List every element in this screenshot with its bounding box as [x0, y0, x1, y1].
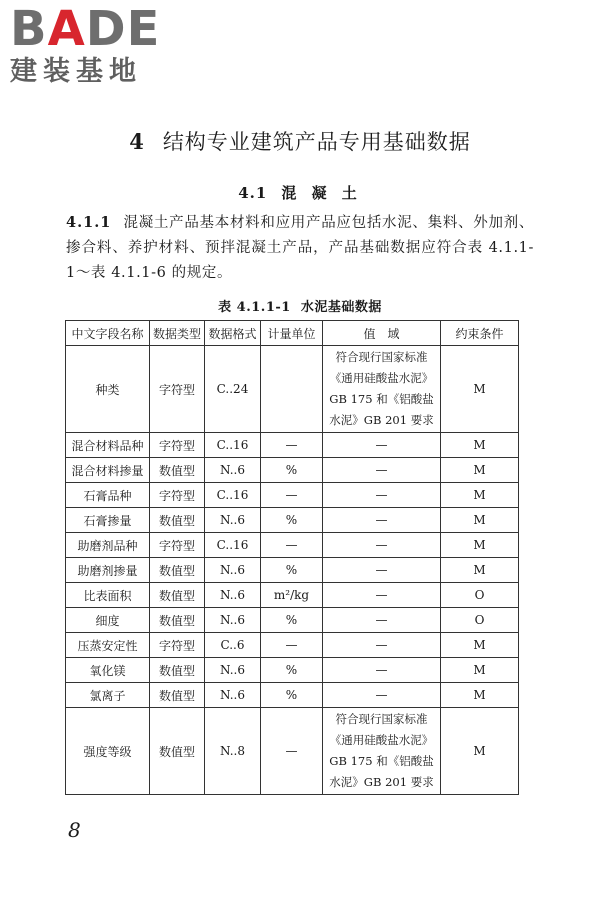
cell-range: —: [323, 433, 441, 458]
cell-format: N..6: [205, 558, 261, 583]
cell-range: —: [323, 533, 441, 558]
column-header: 约束条件: [441, 321, 519, 346]
cell-constraint: M: [441, 508, 519, 533]
clause-paragraph: [66, 210, 534, 286]
cell-unit: —: [261, 533, 323, 558]
cell-format: N..8: [205, 708, 261, 795]
cell-constraint: M: [441, 633, 519, 658]
cell-constraint: M: [441, 433, 519, 458]
column-header: 中文字段名称: [66, 321, 150, 346]
cell-type: 数值型: [150, 658, 205, 683]
cell-format: C..6: [205, 633, 261, 658]
cell-range: —: [323, 508, 441, 533]
cell-format: C..16: [205, 483, 261, 508]
cell-unit: —: [261, 483, 323, 508]
cell-format: C..16: [205, 433, 261, 458]
cell-range: —: [323, 608, 441, 633]
cell-range: —: [323, 583, 441, 608]
cell-range: 符合现行国家标准《通用硅酸盐水泥》GB 175 和《铝酸盐水泥》GB 201 要求: [323, 708, 441, 795]
table-title: 水泥基础数据: [300, 300, 382, 315]
cell-constraint: M: [441, 683, 519, 708]
table-row: [66, 508, 519, 533]
cell-name: 混合材料品种: [66, 433, 150, 458]
cell-type: 字符型: [150, 533, 205, 558]
cell-format: N..6: [205, 683, 261, 708]
cell-format: N..6: [205, 608, 261, 633]
clause-number: 4.1.1: [66, 214, 112, 231]
cell-range: —: [323, 558, 441, 583]
cell-type: 字符型: [150, 433, 205, 458]
cell-unit: %: [261, 458, 323, 483]
cell-unit: %: [261, 508, 323, 533]
table-row: [66, 658, 519, 683]
cell-format: N..6: [205, 508, 261, 533]
cell-constraint: M: [441, 708, 519, 795]
cell-range: —: [323, 683, 441, 708]
cell-range: —: [323, 483, 441, 508]
cell-name: 强度等级: [66, 708, 150, 795]
table-row: [66, 483, 519, 508]
cell-name: 氧化镁: [66, 658, 150, 683]
cell-type: 字符型: [150, 346, 205, 433]
cell-type: 字符型: [150, 483, 205, 508]
page-number: 8: [68, 818, 81, 842]
table-number: 表 4.1.1-1: [218, 300, 291, 315]
cell-type: 数值型: [150, 683, 205, 708]
chapter-title: 结构专业建筑产品专用基础数据: [162, 130, 471, 154]
table-row: [66, 608, 519, 633]
cell-name: 混合材料掺量: [66, 458, 150, 483]
column-header: 计量单位: [261, 321, 323, 346]
cell-type: 字符型: [150, 633, 205, 658]
cell-constraint: M: [441, 346, 519, 433]
cell-format: N..6: [205, 458, 261, 483]
table-caption: [0, 296, 600, 315]
cell-format: C..16: [205, 533, 261, 558]
column-header: 值 域: [323, 321, 441, 346]
cell-unit: m²/kg: [261, 583, 323, 608]
cell-range: —: [323, 458, 441, 483]
column-header: 数据格式: [205, 321, 261, 346]
cell-name: 氯离子: [66, 683, 150, 708]
clause-text: 混凝土产品基本材料和应用产品应包括水泥、集料、外加剂、掺合料、养护材料、预拌混凝土产品，产品基础数据应符合表 4.1.1-1～表 4.1.1-6 的规定。: [66, 215, 534, 281]
section-title: 混 凝 土: [281, 184, 362, 202]
table-row: [66, 558, 519, 583]
cell-unit: —: [261, 708, 323, 795]
table-header-row: [66, 321, 519, 346]
section-heading: [0, 182, 600, 203]
cell-format: C..24: [205, 346, 261, 433]
table-row: [66, 458, 519, 483]
table-row: [66, 346, 519, 433]
logo-subtitle: 建装基地: [10, 56, 142, 87]
cell-constraint: O: [441, 608, 519, 633]
cell-constraint: M: [441, 558, 519, 583]
cell-type: 数值型: [150, 558, 205, 583]
logo-wordmark: BADE: [10, 1, 161, 57]
cell-type: 数值型: [150, 708, 205, 795]
section-number: 4.1: [238, 184, 268, 202]
cell-format: N..6: [205, 658, 261, 683]
cell-type: 数值型: [150, 608, 205, 633]
chapter-heading: [0, 126, 600, 156]
cell-format: N..6: [205, 583, 261, 608]
cell-unit: —: [261, 433, 323, 458]
cell-name: 细度: [66, 608, 150, 633]
table-row: [66, 633, 519, 658]
cell-unit: %: [261, 608, 323, 633]
cell-name: 助磨剂品种: [66, 533, 150, 558]
cell-range: —: [323, 658, 441, 683]
cell-type: 数值型: [150, 583, 205, 608]
cell-type: 数值型: [150, 508, 205, 533]
cell-type: 数值型: [150, 458, 205, 483]
cell-range: 符合现行国家标准《通用硅酸盐水泥》GB 175 和《铝酸盐水泥》GB 201 要求: [323, 346, 441, 433]
cell-unit: %: [261, 658, 323, 683]
cell-constraint: M: [441, 533, 519, 558]
brand-logo: [10, 1, 161, 88]
cell-name: 比表面积: [66, 583, 150, 608]
cell-name: 石膏掺量: [66, 508, 150, 533]
cell-range: —: [323, 633, 441, 658]
cell-unit: %: [261, 683, 323, 708]
cell-unit: %: [261, 558, 323, 583]
cell-constraint: M: [441, 658, 519, 683]
cell-constraint: O: [441, 583, 519, 608]
cement-data-table: [65, 320, 519, 795]
chapter-number: 4: [129, 129, 145, 154]
table-row: [66, 683, 519, 708]
cell-name: 种类: [66, 346, 150, 433]
table-row: [66, 533, 519, 558]
table-row: [66, 708, 519, 795]
cell-constraint: M: [441, 483, 519, 508]
cell-name: 石膏品种: [66, 483, 150, 508]
table-row: [66, 433, 519, 458]
cell-unit: [261, 346, 323, 433]
table-row: [66, 583, 519, 608]
cell-unit: —: [261, 633, 323, 658]
cell-name: 压蒸安定性: [66, 633, 150, 658]
cell-name: 助磨剂掺量: [66, 558, 150, 583]
column-header: 数据类型: [150, 321, 205, 346]
cell-constraint: M: [441, 458, 519, 483]
